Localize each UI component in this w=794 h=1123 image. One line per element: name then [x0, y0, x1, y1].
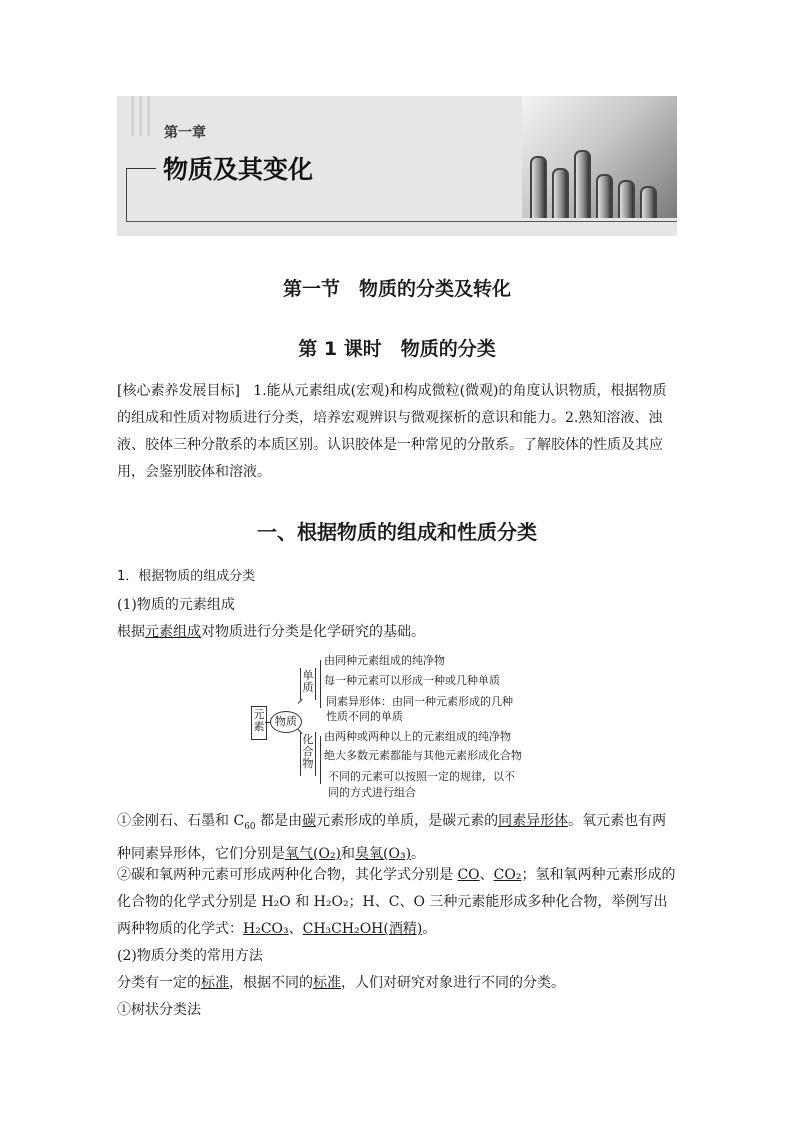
- test-tube-icon: [596, 174, 613, 218]
- heading-1-2: (2)物质分类的常用方法: [117, 948, 263, 964]
- section-title: 第一节 物质的分类及转化: [282, 278, 511, 300]
- bracket-line: [320, 660, 321, 708]
- substance-ellipse: 物质: [270, 711, 302, 733]
- heading-1: 1．根据物质的组成分类: [117, 569, 256, 584]
- test-tube-icon: [618, 180, 635, 218]
- test-tube-icon: [552, 168, 569, 218]
- chapter-label: 第一章: [164, 125, 206, 141]
- diagram-item: 由两种或两种以上的元素组成的纯净物: [324, 730, 511, 743]
- chapter-title: 物质及其变化: [163, 155, 314, 184]
- objectives-text: 1.能从元素组成(宏观)和构成微粒(微观)的角度认识物质，根据物质的组成和性质对物质进行分类，培养宏观辨识与微观探析的意识和能力。2.熟知溶液、浊液、胶体三种分散系的本质区别。认识胶体是一种常见的分散系。了解胶体的性质及其应用，会鉴别胶体和溶液。: [117, 383, 667, 480]
- diagram-item: 每一种元素可以形成一种或几种单质: [324, 674, 500, 687]
- test-tubes-image: [522, 96, 677, 218]
- banner-bracket: [126, 168, 127, 221]
- paragraph-line-2: 分类有一定的标准，根据不同的标准，人们对研究对象进行不同的分类。: [117, 975, 565, 991]
- banner-stripe: [131, 96, 134, 136]
- objectives-label: [核心素养发展目标]: [117, 383, 240, 399]
- simple-substance-box: 单质: [300, 668, 316, 700]
- element-box: 元素: [251, 706, 267, 740]
- paragraph-line-1: 根据元素组成对物质进行分类是化学研究的基础。: [117, 624, 425, 640]
- test-tube-icon: [574, 150, 591, 218]
- paragraph-line-3: ①树状分类法: [117, 1002, 201, 1018]
- lesson-title: 第 1 课时 物质的分类: [298, 338, 496, 360]
- diagram-item: 同的方式进行组合: [328, 786, 416, 799]
- banner-underline: [126, 221, 677, 222]
- diagram-item: 由同种元素组成的纯净物: [324, 654, 445, 667]
- test-tube-icon: [640, 186, 657, 218]
- objectives-paragraph: [117, 378, 677, 486]
- paragraph-2: ②碳和氧两种元素可形成两种化合物，其化学式分别是 CO、CO₂；氢和氧两种元素形成的化合物的化学式分别是 H₂O 和 H₂O₂；H、C、O 三种元素能形成多种化合物，举例写出两种物质的化学式：H₂CO₃、CH₃CH₂OH(酒精)。: [117, 867, 676, 937]
- part-title: 一、根据物质的组成和性质分类: [257, 520, 537, 544]
- compound-box: 化合物: [300, 732, 316, 776]
- diagram-item: 同素异形体：由同一种元素形成的几种: [326, 695, 513, 708]
- banner-bracket: [126, 168, 156, 169]
- diagram-item: 不同的元素可以按照一定的规律，以不: [328, 770, 515, 783]
- diagram-item: 绝大多数元素都能与其他元素形成化合物: [324, 749, 522, 762]
- diagram-item: 性质不同的单质: [326, 710, 403, 723]
- banner-stripe: [139, 96, 142, 136]
- heading-1-1: (1)物质的元素组成: [117, 597, 235, 613]
- test-tube-icon: [530, 156, 547, 218]
- bracket-line: [320, 736, 321, 784]
- banner-stripe: [147, 96, 150, 136]
- paragraph-1: ①金刚石、石墨和 $C_{60}$ 都是由碳元素形成的单质，是碳元素的同素异形体。氧元素也有两种同素异形体，它们分别是氧气(O₂)和臭氧(O₃)。: [117, 813, 667, 862]
